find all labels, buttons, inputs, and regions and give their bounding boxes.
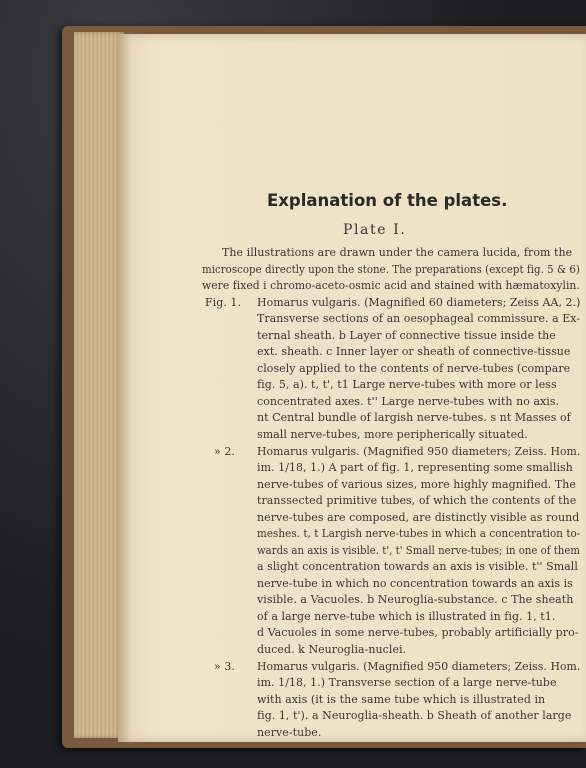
fig-1-line-1: Homarus vulgaris. (Magnified 60 diameters; Zeiss AA, 2.): [257, 295, 581, 309]
fig-2-line-3: nerve-tubes of various sizes, more highly magnified. The: [257, 477, 576, 491]
fig-2-line-13: duced. k Neuroglia-nuclei.: [257, 642, 407, 656]
fig-2-line-9: nerve-tube in which no concentration towards an axis is: [257, 576, 573, 590]
fig-1-line-4: ext. sheath. c Inner layer or sheath of connective-tissue: [257, 345, 571, 359]
plate-title: Plate I.: [343, 222, 407, 238]
fig-2-line-8: a slight concentration towards an axis is visible. t'' Small: [257, 560, 578, 574]
fig-1-line-2: Transverse sections of an oesophageal commissure. a Ex-: [257, 312, 581, 326]
fig-2-line-2: im. 1/18, 1.) A part of fig. 1, representing some smallish: [257, 461, 573, 474]
fig-3-line-3: with axis (it is the same tube which is illustrated in: [257, 692, 546, 706]
intro-line-3: were fixed i chromo-aceto-osmic acid and stained with hæmatoxylin.: [202, 279, 580, 293]
fig-2-line-7: wards an axis is visible. t', t' Small nerve-tubes; in one of them: [257, 543, 580, 557]
page-edges: [74, 32, 124, 738]
fig-2-line-12: d Vacuoles in some nerve-tubes, probably artificially pro-: [257, 626, 579, 640]
fig-2-line-5: nerve-tubes are composed, are distinctly visible as round: [257, 510, 580, 524]
fig-2-line-1: Homarus vulgaris. (Magnified 950 diameters; Zeiss. Hom.: [257, 444, 581, 458]
fig-3-line-1: Homarus vulgaris. (Magnified 950 diameters; Zeiss. Hom.: [257, 659, 581, 673]
fig-3-line-4: fig. 1, t'). a Neuroglia-sheath. b Sheath of another large: [257, 709, 572, 723]
fig-1-line-3: ternal sheath. b Layer of connective tissue inside the: [257, 328, 556, 342]
fig-1-line-6: fig. 5, a). t, t', t1 Large nerve-tubes with more or less: [257, 378, 557, 392]
fig-2-line-11: of a large nerve-tube which is illustrated in fig. 1, t1.: [257, 609, 556, 623]
fig-1-line-5: closely applied to the contents of nerve-tubes (compare: [257, 361, 571, 375]
fig-2-line-10: visible. a Vacuoles. b Neuroglia-substance. c The sheath: [257, 593, 574, 607]
fig-3-line-2: im. 1/18, 1.) Transverse section of a large nerve-tube: [257, 676, 557, 689]
intro-line-2: microscope directly upon the stone. The preparations (except fig. 5 & 6): [202, 262, 580, 276]
fig-1-line-9: small nerve-tubes, more peripherically situated.: [257, 427, 528, 441]
fig-1-label: Fig. 1.: [205, 295, 242, 309]
intro-line-1: The illustrations are drawn under the camera lucida, from the: [222, 246, 573, 259]
fig-1-line-7: concentrated axes. t'' Large nerve-tubes with no axis.: [257, 394, 560, 408]
fig-2-line-6: meshes. t, t Largish nerve-tubes in which a concentration to-: [257, 527, 581, 541]
fig-2-line-4: transsected primitive tubes, of which the contents of the: [257, 494, 577, 508]
fig-2-label: » 2.: [214, 444, 235, 458]
fig-3-line-5: nerve-tube.: [257, 725, 322, 739]
fig-1-line-8: nt Central bundle of largish nerve-tubes. s nt Masses of: [257, 411, 571, 425]
fig-3-label: » 3.: [214, 659, 235, 673]
page-heading: Explanation of the plates.: [267, 191, 508, 210]
